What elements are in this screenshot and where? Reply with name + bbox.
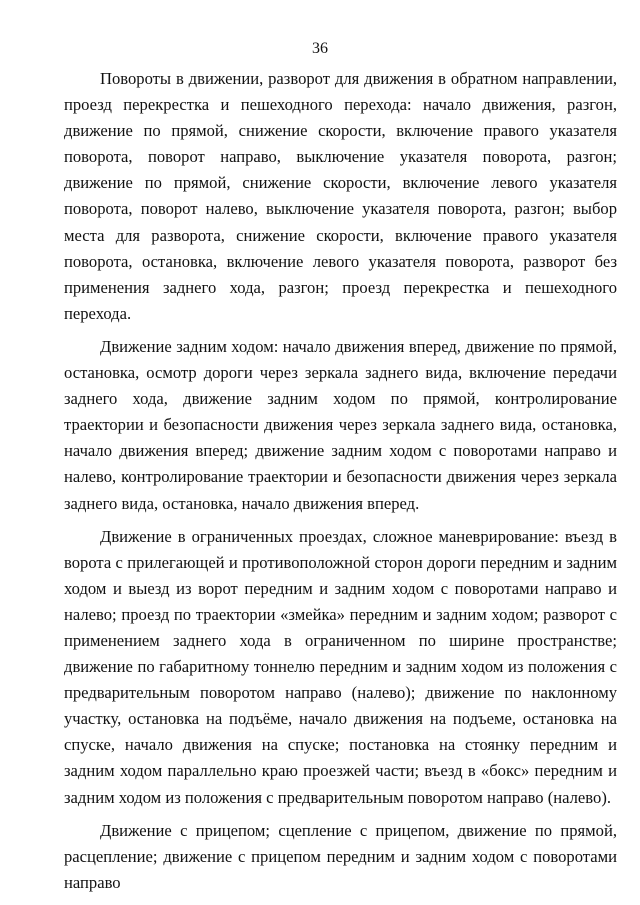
paragraph-restricted-maneuvering: Движение в ограниченных проездах, сложное маневрирование: въезд в ворота с прилегающей и противоположной сторон дороги передним и задним ходом и выезд из ворот передним и задним ходом с поворотами направо и налево; проезд по траектории «змейка» передним и задним ходом; разворот с применением заднего хода в ограниченном по ширине пространстве; движение по габаритному тоннелю передним и задним ходом из положения с предварительным поворотом направо (налево); движение по наклонному участку, остановка на подъёме, начало движения на подъеме, остановка на спуске, начало движения на спуске; постановка на стоянку передним и задним ходом параллельно краю проезжей части; въезд в «бокс» передним и задним ходом из положения с предварительным поворотом направо (налево). [64,526,617,807]
document-body [64,66,617,903]
paragraph-turns: Повороты в движении, разворот для движения в обратном направлении, проезд перекрестка и пешеходного перехода: начало движения, разгон, движение по прямой, снижение скорости, включение правого указателя поворота, поворот направо, выключение указателя поворота, разгон; движение по прямой, снижение скорости, включение левого указателя поворота, поворот налево, выключение указателя поворота, разгон; выбор места для разворота, снижение скорости, включение правого указателя поворота, остановка, включение левого указателя поворота, разворот без применения заднего хода, разгон; проезд перекрестка и пешеходного перехода. [64,69,617,323]
paragraph-trailer-driving: Движение с прицепом; сцепление с прицепом, движение по прямой, расцепление; движение с прицепом передним и задним ходом с поворотами направо [64,820,617,892]
page-number: 36 [312,40,328,57]
paragraph-reverse-driving: Движение задним ходом: начало движения вперед, движение по прямой, остановка, осмотр дороги через зеркала заднего вида, включение передачи заднего хода, движение задним ходом по прямой, контролирование траектории и безопасности движения через зеркала заднего вида, остановка, начало движения вперед; движение задним ходом с поворотами направо и налево, контролирование траектории и безопасности движения через зеркала заднего вида, остановка, начало движения вперед. [64,336,617,513]
